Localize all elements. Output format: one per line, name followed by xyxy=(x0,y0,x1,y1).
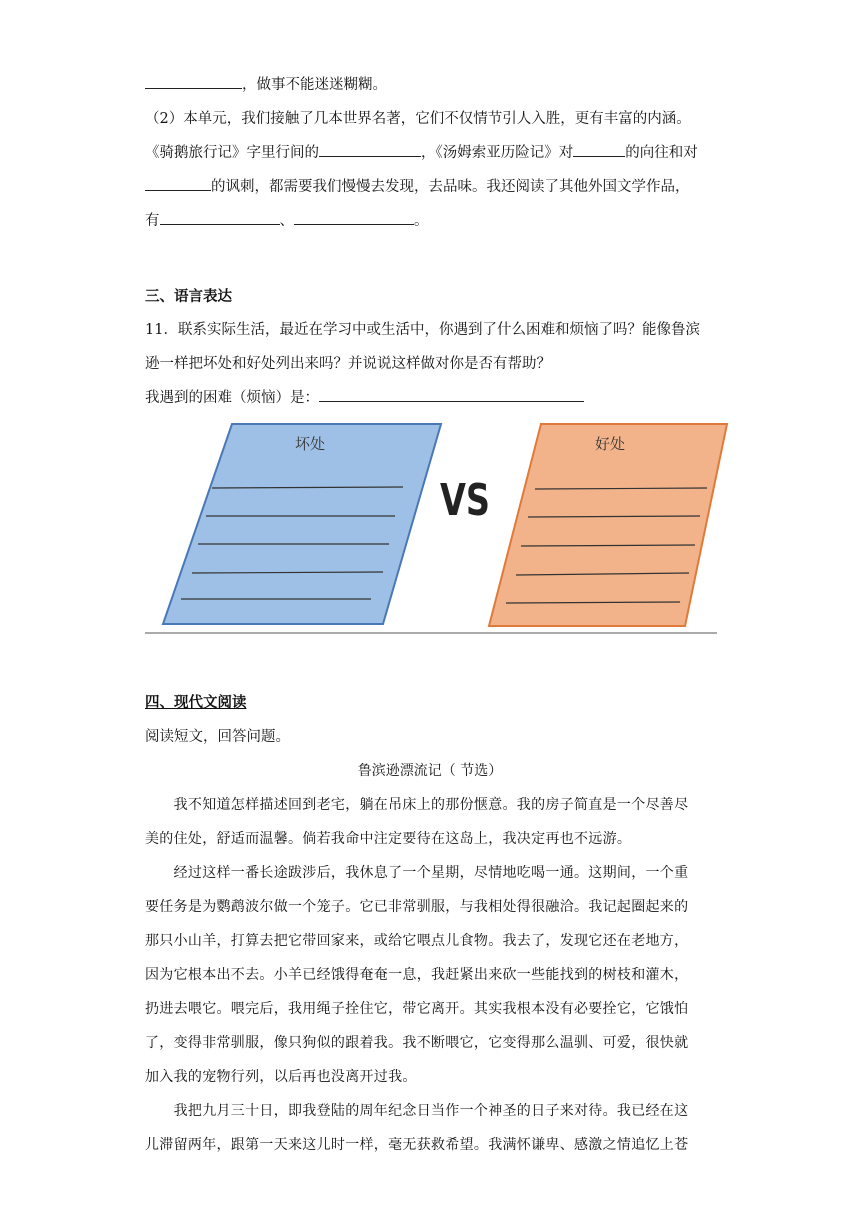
q2-text: 《骑鹅旅行记》字里行间的 xyxy=(145,145,319,161)
pros-cons-diagram xyxy=(145,416,730,636)
story-line: 那只小山羊，打算去把它带回家来，或给它喂点儿食物。我去了，发现它还在老地方， xyxy=(145,933,689,949)
vs-label: VS xyxy=(440,475,490,526)
story-line: 我把九月三十日，即我登陆的周年纪念日当作一个神圣的日子来对待。我已经在这 xyxy=(145,1103,689,1119)
story-line: 扔进去喂它。喂完后，我用绳子拴住它，带它离开。其实我根本没有必要拴它，它饿怕 xyxy=(145,1001,689,1017)
story-line: 经过这样一番长途跋涉后，我休息了一个星期，尽情地吃喝一通。这期间，一个重 xyxy=(145,865,689,881)
answer-blank[interactable] xyxy=(573,142,625,157)
story-line: 加入我的宠物行列，以后再也没离开过我。 xyxy=(145,1069,417,1085)
story-line: 了，变得非常驯服，像只狗似的跟着我。我不断喂它，它变得那么温驯、可爱，很快就 xyxy=(145,1035,689,1051)
story-line: 儿滞留两年，跟第一天来这儿时一样，毫无获救希望。我满怀谦卑、感激之情追忆上苍 xyxy=(145,1137,689,1153)
story-line: 我不知道怎样描述回到老宅，躺在吊床上的那份惬意。我的房子简直是一个尽善尽 xyxy=(145,797,689,813)
section-3-heading: 三、语言表达 xyxy=(145,289,232,305)
q2-line-2 xyxy=(145,142,698,163)
q2-text: 的向往和对 xyxy=(625,145,698,161)
cons-label: 坏处 xyxy=(295,435,326,453)
answer-blank[interactable] xyxy=(319,387,584,402)
cons-card xyxy=(163,424,441,624)
section-4-heading: 四、现代文阅读 xyxy=(145,695,247,711)
q2-text: 、 xyxy=(279,213,294,229)
q2-line-1: （2）本单元，我们接触了几本世界名著，它们不仅情节引人入胜，更有丰富的内涵。 xyxy=(145,111,691,127)
q11-line-2: 逊一样把坏处和好处列出来吗？并说说这样做对你是否有帮助？ xyxy=(145,356,551,372)
q11-prompt: 我遇到的困难（烦恼）是： xyxy=(145,390,319,406)
q2-text: 的讽刺，都需要我们慢慢去发现，去品味。我还阅读了其他外国文学作品， xyxy=(211,179,690,195)
q2-text: ，《汤姆索亚历险记》对 xyxy=(421,145,574,161)
answer-blank[interactable] xyxy=(294,210,414,225)
q11-prompt-line xyxy=(145,387,584,408)
answer-blank[interactable] xyxy=(319,142,421,157)
section-4-instruction: 阅读短文，回答问题。 xyxy=(145,729,290,745)
story-line: 美的住处，舒适而温馨。倘若我命中注定要待在这岛上，我决定再也不远游。 xyxy=(145,831,632,847)
q2-line-4 xyxy=(145,210,429,231)
pros-card xyxy=(489,424,727,626)
q2-line-3 xyxy=(145,176,690,197)
q11-line-1: 11．联系实际生活，最近在学习中或生活中，你遇到了什么困难和烦恼了吗？能像鲁滨 xyxy=(145,322,700,338)
answer-blank[interactable] xyxy=(145,74,242,89)
paragraph-1-text: ，做事不能迷迷糊糊。 xyxy=(242,77,387,93)
story-title: 鲁滨逊漂流记（ 节选） xyxy=(357,763,503,779)
paragraph-1-line xyxy=(145,74,387,95)
q2-text: 。 xyxy=(414,213,429,229)
pros-label: 好处 xyxy=(595,435,626,453)
answer-blank[interactable] xyxy=(160,210,280,225)
story-line: 因为它根本出不去。小羊已经饿得奄奄一息，我赶紧出来砍一些能找到的树枝和灌木， xyxy=(145,967,689,983)
q2-text: 有 xyxy=(145,213,160,229)
story-line: 要任务是为鹦鹉波尔做一个笼子。它已非常驯服，与我相处得很融洽。我记起圈起来的 xyxy=(145,899,689,915)
answer-blank[interactable] xyxy=(145,176,211,191)
